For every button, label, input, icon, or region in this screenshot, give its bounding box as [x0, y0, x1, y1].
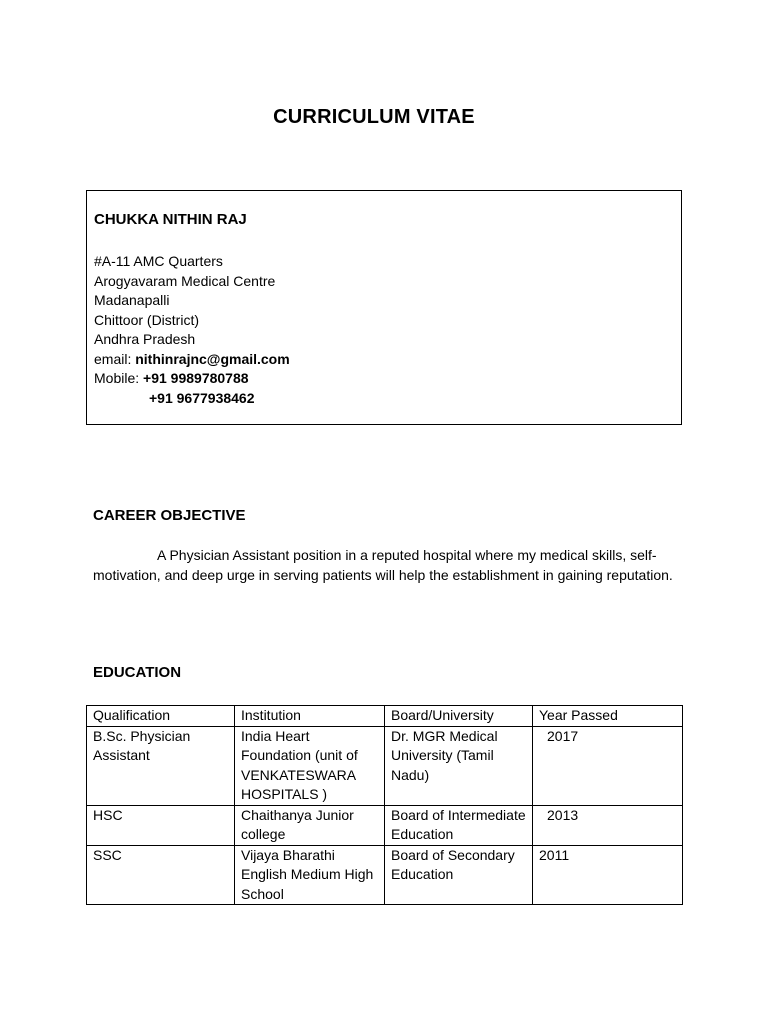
address-line: Chittoor (District) — [94, 311, 200, 328]
institution-cell: Vijaya Bharathi English Medium High School — [235, 845, 385, 905]
address-line: Madanapalli — [94, 292, 170, 308]
column-header: Qualification — [87, 706, 235, 727]
column-header: Year Passed — [533, 706, 683, 727]
table-row — [87, 805, 683, 845]
year-cell — [533, 805, 683, 845]
board-cell: Board of Intermediate Education — [385, 805, 533, 845]
year-cell — [533, 845, 683, 905]
institution-cell: India Heart Foundation (unit of VENKATESWARA HOSPITALS ) — [235, 726, 385, 805]
column-header: Board/University — [385, 706, 533, 727]
qualification-cell: HSC — [87, 805, 235, 845]
contact-box — [86, 190, 682, 425]
contact-details — [94, 252, 290, 408]
year-value: 2011 — [539, 846, 570, 863]
mobile-number-secondary[interactable]: +91 9677938462 — [149, 389, 255, 406]
address-line: Andhra Pradesh — [94, 331, 196, 347]
board-cell: Dr. MGR Medical University (Tamil Nadu) — [385, 726, 533, 805]
email-address[interactable]: nithinrajnc@gmail.com — [135, 350, 290, 367]
page-title: CURRICULUM VITAE — [273, 106, 475, 128]
email-line — [94, 350, 290, 370]
institution-cell: Chaithanya Junior college — [235, 805, 385, 845]
qualification-cell: B.Sc. Physician Assistant — [87, 726, 235, 805]
board-cell: Board of Secondary Education — [385, 845, 533, 905]
qualification-cell: SSC — [87, 845, 235, 905]
column-header: Institution — [235, 706, 385, 727]
table-header-row — [87, 706, 683, 727]
mobile-number-primary[interactable]: +91 9989780788 — [143, 370, 249, 386]
career-objective-heading: CAREER OBJECTIVE — [93, 507, 246, 524]
year-value: 2017 — [547, 727, 579, 744]
year-value: 2013 — [547, 806, 579, 823]
education-heading: EDUCATION — [93, 664, 182, 681]
address-line: #A-11 AMC Quarters — [94, 253, 223, 269]
education-table — [86, 705, 683, 905]
mobile-line-secondary — [94, 389, 290, 409]
mobile-label: Mobile: — [94, 370, 144, 386]
candidate-name: CHUKKA NITHIN RAJ — [94, 211, 247, 228]
table-row — [87, 845, 683, 905]
career-objective-text: A Physician Assistant position in a reputed hospital where my medical skills, self-motivation, and deep urge in serving patients will help the establishment in gaining reputation. — [93, 547, 673, 583]
address-line: Arogyavaram Medical Centre — [94, 272, 276, 289]
mobile-line — [94, 369, 290, 389]
email-label: email: — [94, 350, 136, 367]
year-cell — [533, 726, 683, 805]
table-row — [87, 726, 683, 805]
